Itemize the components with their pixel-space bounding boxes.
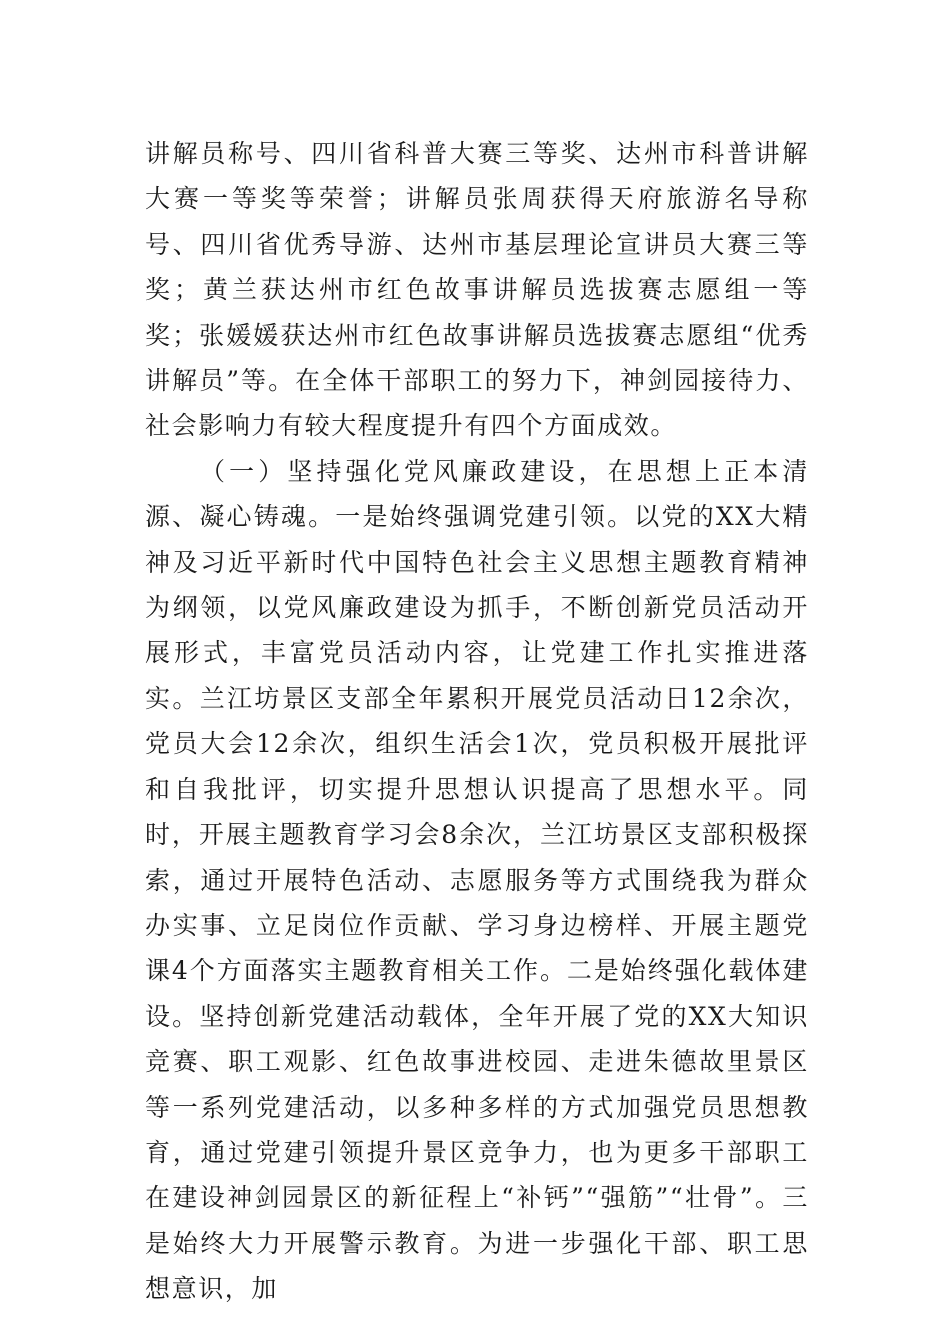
paragraph-honors: 讲解员称号、四川省科普大赛三等奖、达州市科普讲解大赛一等奖等荣誉；讲解员张周获得天府旅游名导称号、四川省优秀导游、达州市基层理论宣讲员大赛三等奖；黄兰获达州市红色故事讲解员选拔赛志愿组一等奖；张媛媛获达州市红色故事讲解员选拔赛志愿组“优秀讲解员”等。在全体干部职工的努力下，神剑园接待力、社会影响力有较大程度提升有四个方面成效。 (145, 139, 809, 441)
document-body (145, 131, 809, 1312)
paragraph-party-building: （一）坚持强化党风廉政建设，在思想上正本清源、凝心铸魂。一是始终强调党建引领。以党的XX大精神及习近平新时代中国特色社会主义思想主题教育精神为纲领，以党风廉政建设为抓手，不断创新党员活动开展形式，丰富党员活动内容，让党建工作扎实推进落实。兰江坊景区支部全年累积开展党员活动日12余次，党员大会12余次，组织生活会1次，党员积极开展批评和自我批评，切实提升思想认识提高了思想水平。同时，开展主题教育学习会8余次，兰江坊景区支部积极探索，通过开展特色活动、志愿服务等方式围绕我为群众办实事、立足岗位作贡献、学习身边榜样、开展主题党课4个方面落实主题教育相关工作。二是始终强化载体建设。坚持创新党建活动载体，全年开展了党的XX大知识竞赛、职工观影、红色故事进校园、走进朱德故里景区等一系列党建活动，以多种多样的方式加强党员思想教育，通过党建引领提升景区竞争力，也为更多干部职工在建设神剑园景区的新征程上“补钙”“强筋”“壮骨”。三是始终大力开展警示教育。为进一步强化干部、职工思想意识，加 (145, 456, 809, 1304)
